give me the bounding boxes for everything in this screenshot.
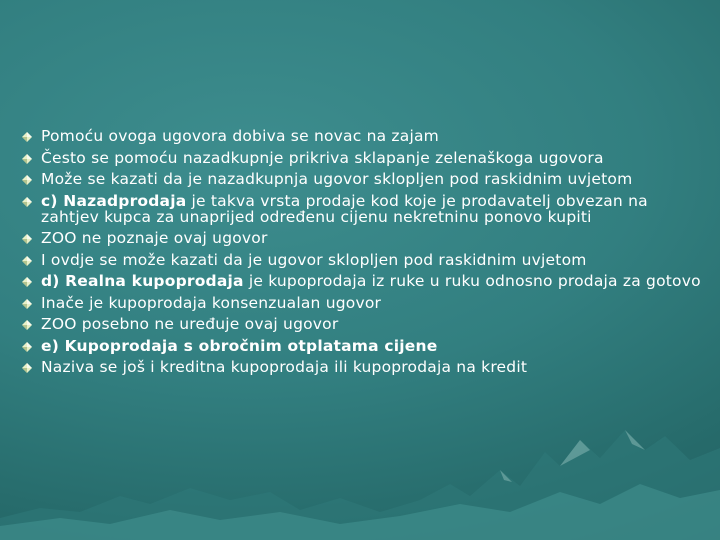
list-item	[22, 252, 702, 268]
diamond-bullet-icon	[22, 320, 32, 330]
bullet-body-text: I ovdje se može kazati da je ugovor sklopljen pod raskidnim uvjetom	[41, 250, 587, 269]
diamond-bullet-icon	[22, 175, 32, 185]
bullet-body-text: Može se kazati da je nazadkupnja ugovor sklopljen pod raskidnim uvjetom	[41, 170, 633, 188]
diamond-bullet-icon	[22, 342, 32, 352]
list-item	[22, 230, 702, 246]
bullet-text	[41, 338, 702, 354]
diamond-bullet-icon	[22, 277, 32, 287]
mountain-background	[0, 400, 720, 540]
bullet-text	[41, 273, 702, 289]
list-item	[22, 171, 702, 187]
list-item	[22, 359, 702, 375]
bullet-body-text: Pomoću ovoga ugovora dobiva se novac na zajam	[41, 127, 439, 145]
bullet-text	[41, 171, 702, 187]
bullet-body-text: je takva vrsta prodaje kod koje je prodavatelj obvezan na zahtjev kupca za unaprijed određenu cijenu nekretninu ponovo kupiti	[41, 191, 648, 226]
diamond-bullet-icon	[22, 197, 32, 207]
bullet-body-text: ZOO ne poznaje ovaj ugovor	[41, 229, 268, 247]
bullet-bold-text: d) Realna kupoprodaja	[41, 272, 244, 290]
bullet-text	[41, 316, 702, 332]
diamond-bullet-icon	[22, 132, 32, 142]
bullet-body-text: Inače je kupoprodaja konsenzualan ugovor	[41, 293, 382, 312]
diamond-bullet-icon	[22, 234, 32, 244]
bullet-bold-text: e) Kupoprodaja s obročnim otplatama cijene	[41, 336, 438, 355]
diamond-bullet-icon	[22, 256, 32, 266]
bullet-bold-text: c) Nazadprodaja	[41, 191, 187, 210]
list-item	[22, 193, 702, 225]
bullet-body-text: je kupoprodaja iz ruke u ruku odnosno prodaja za gotovo	[243, 272, 701, 290]
bullet-text	[41, 295, 702, 311]
list-item	[22, 128, 702, 144]
bullet-text	[41, 128, 702, 144]
bullet-text	[41, 193, 702, 225]
bullet-list	[22, 128, 702, 381]
bullet-text	[41, 150, 702, 166]
diamond-bullet-icon	[22, 363, 32, 373]
bullet-body-text: Često se pomoću nazadkupnje prikriva sklapanje zelenaškoga ugovora	[41, 148, 604, 167]
bullet-text	[41, 359, 702, 375]
bullet-body-text: ZOO posebno ne uređuje ovaj ugovor	[41, 315, 339, 333]
list-item	[22, 316, 702, 332]
list-item	[22, 150, 702, 166]
list-item	[22, 295, 702, 311]
bullet-text	[41, 252, 702, 268]
list-item	[22, 273, 702, 289]
diamond-bullet-icon	[22, 299, 32, 309]
diamond-bullet-icon	[22, 154, 32, 164]
list-item	[22, 338, 702, 354]
bullet-body-text: Naziva se još i kreditna kupoprodaja ili kupoprodaja na kredit	[41, 358, 528, 376]
bullet-text	[41, 230, 702, 246]
